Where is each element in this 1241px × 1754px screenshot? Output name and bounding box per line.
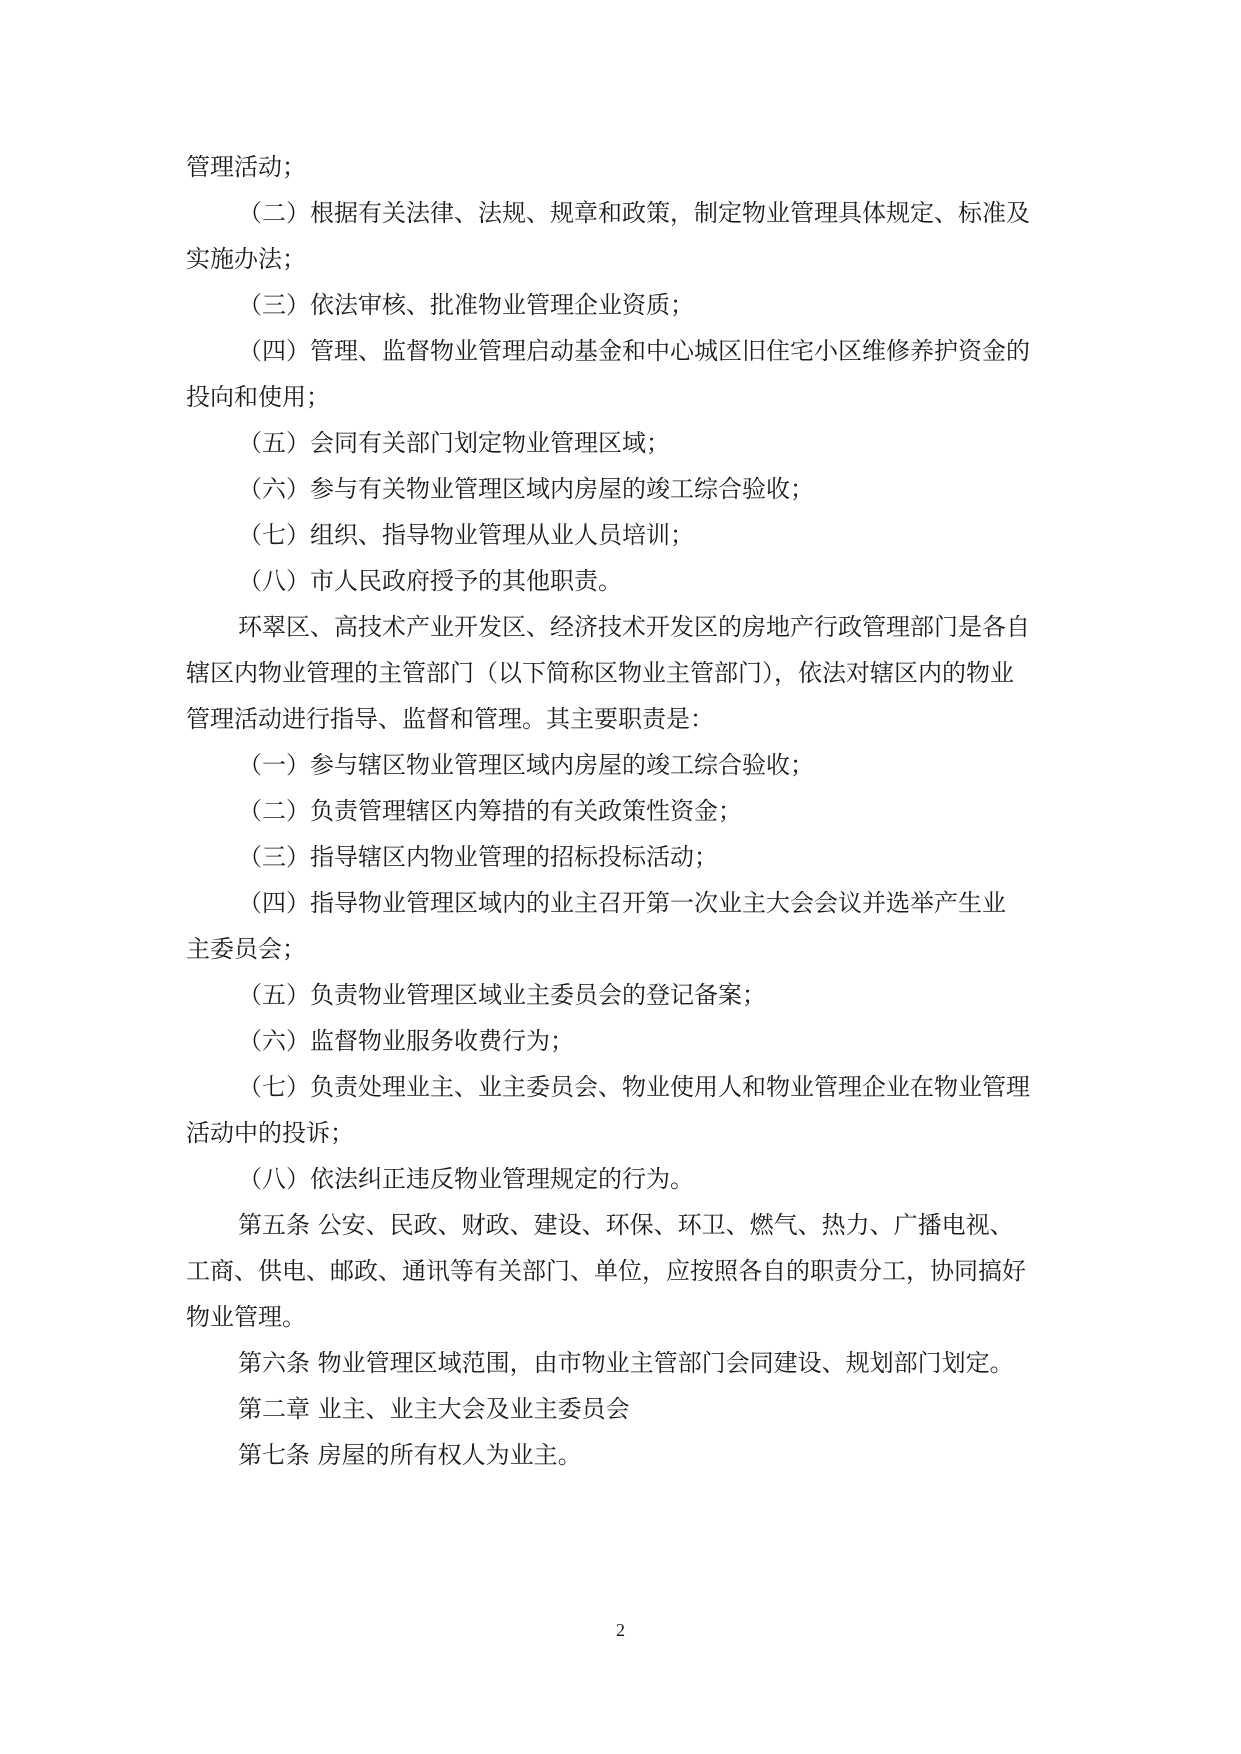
text-line: 工商、供电、邮政、通讯等有关部门、单位，应按照各自的职责分工，协同搞好 bbox=[186, 1257, 1026, 1285]
text-line: 投向和使用； bbox=[186, 383, 330, 411]
text-line: （三）指导辖区内物业管理的招标投标活动； bbox=[238, 843, 718, 871]
text-line: （四）管理、监督物业管理启动基金和中心城区旧住宅小区维修养护资金的 bbox=[238, 337, 1030, 365]
chapter-heading: 第二章 业主、业主大会及业主委员会 bbox=[238, 1395, 630, 1423]
text-line: 第五条 公安、民政、财政、建设、环保、环卫、燃气、热力、广播电视、 bbox=[238, 1211, 1014, 1239]
text-line: （三）依法审核、批准物业管理企业资质； bbox=[238, 291, 694, 319]
text-line: （八）依法纠正违反物业管理规定的行为。 bbox=[238, 1165, 694, 1193]
page-number: 2 bbox=[616, 1620, 625, 1640]
text-line: （六）监督物业服务收费行为； bbox=[238, 1027, 574, 1055]
text-line: （二）根据有关法律、法规、规章和政策，制定物业管理具体规定、标准及 bbox=[238, 199, 1030, 227]
text-line: （五）负责物业管理区域业主委员会的登记备案； bbox=[238, 981, 766, 1009]
text-line: 环翠区、高技术产业开发区、经济技术开发区的房地产行政管理部门是各自 bbox=[238, 613, 1030, 641]
text-line: （六）参与有关物业管理区域内房屋的竣工综合验收； bbox=[238, 475, 814, 503]
text-line: 管理活动； bbox=[186, 153, 306, 181]
text-line: （二）负责管理辖区内筹措的有关政策性资金； bbox=[238, 797, 742, 825]
text-line: （四）指导物业管理区域内的业主召开第一次业主大会会议并选举产生业 bbox=[238, 889, 1006, 917]
text-line: 物业管理。 bbox=[186, 1303, 306, 1331]
text-line: 第六条 物业管理区域范围，由市物业主管部门会同建设、规划部门划定。 bbox=[238, 1349, 1014, 1377]
text-line: 第七条 房屋的所有权人为业主。 bbox=[238, 1441, 582, 1469]
text-line: （七）组织、指导物业管理从业人员培训； bbox=[238, 521, 694, 549]
text-line: （一）参与辖区物业管理区域内房屋的竣工综合验收； bbox=[238, 751, 814, 779]
text-line: 活动中的投诉； bbox=[186, 1119, 354, 1147]
text-line: （八）市人民政府授予的其他职责。 bbox=[238, 567, 622, 595]
text-line: （五）会同有关部门划定物业管理区域； bbox=[238, 429, 670, 457]
text-line: 管理活动进行指导、监督和管理。其主要职责是： bbox=[186, 705, 714, 733]
text-line: 实施办法； bbox=[186, 245, 306, 273]
text-line: 辖区内物业管理的主管部门（以下简称区物业主管部门），依法对辖区内的物业 bbox=[186, 659, 1014, 687]
text-line: 主委员会； bbox=[186, 935, 306, 963]
text-line: （七）负责处理业主、业主委员会、物业使用人和物业管理企业在物业管理 bbox=[238, 1073, 1030, 1101]
